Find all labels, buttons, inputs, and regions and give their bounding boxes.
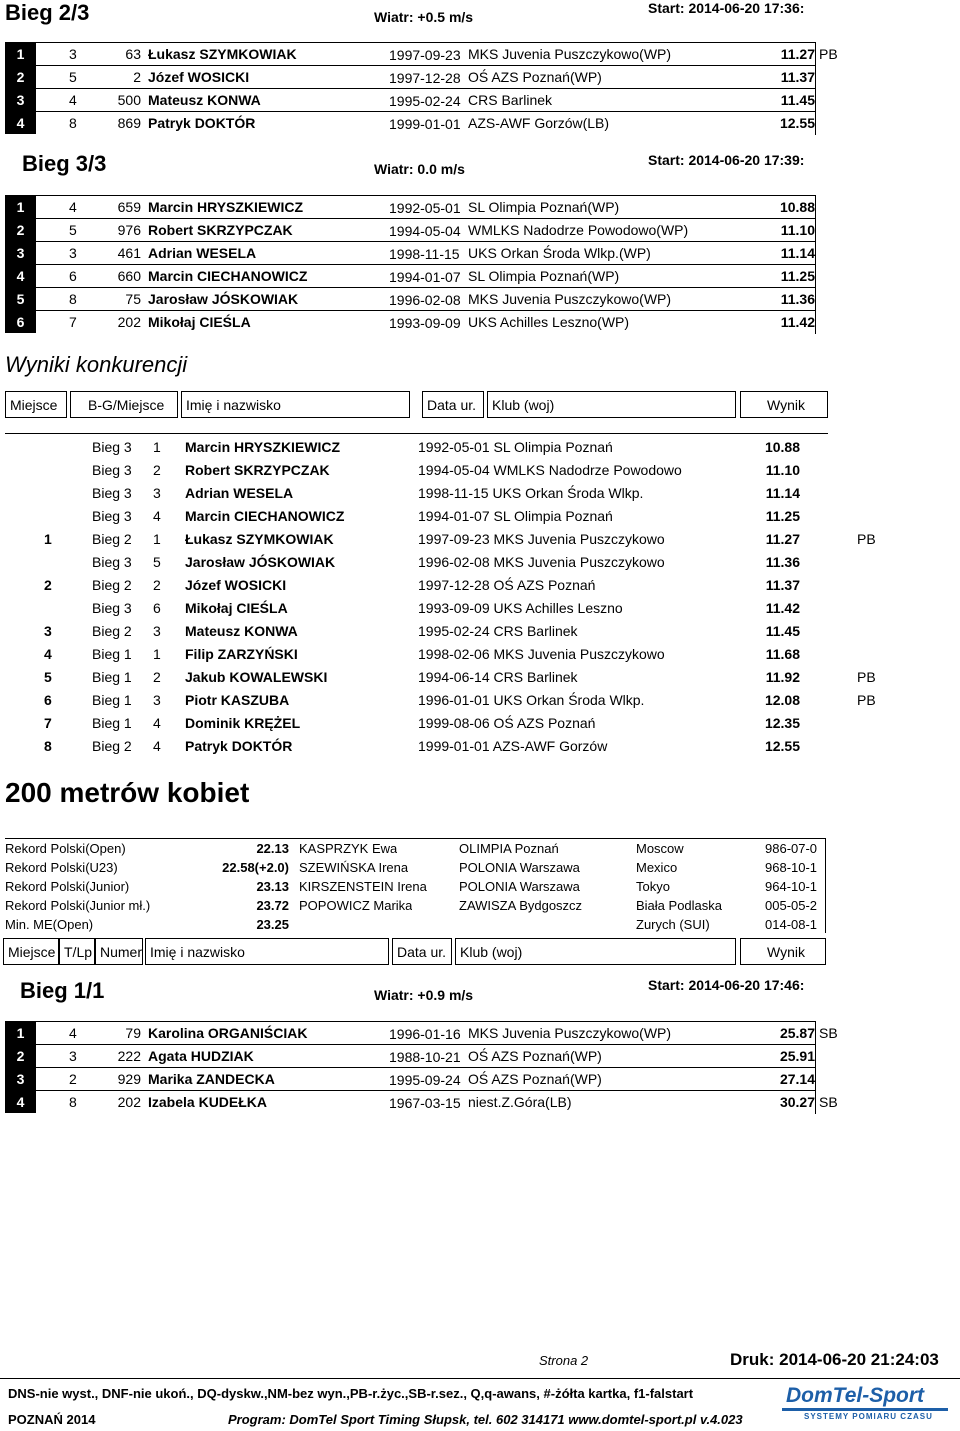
cell-result: 10.88: [779, 199, 815, 215]
record-place: Moscow: [636, 841, 684, 856]
cell-club: OŚ AZS Poznań(WP): [468, 1071, 602, 1087]
cell-dob: 1995-09-24: [389, 1072, 461, 1088]
cell-result: 11.25: [780, 268, 815, 284]
cell-num: 929: [117, 1071, 141, 1087]
record-label: Rekord Polski(Open): [5, 841, 126, 856]
cell-result: 11.37: [765, 577, 800, 593]
cell-place: 3: [5, 89, 36, 111]
cell-club: OŚ AZS Poznań(WP): [468, 69, 602, 85]
cell-dob: 1995-02-24: [389, 93, 461, 109]
competition-title: Wyniki konkurencji: [5, 352, 188, 377]
cell-place: 6: [5, 311, 36, 333]
cell-dob: 1988-10-21: [389, 1049, 461, 1065]
cell-heat: Bieg 1: [92, 646, 132, 662]
cell-name: Adrian WESELA: [148, 245, 257, 261]
cell-result: 11.25: [765, 508, 800, 524]
record-result: 22.13: [256, 841, 289, 856]
cell-note: PB: [857, 531, 876, 547]
cell-dob: 1998-11-15: [389, 246, 460, 262]
cell-dob_club: 1999-08-06 OŚ AZS Poznań: [418, 715, 596, 731]
cell-dob_club: 1997-12-28 OŚ AZS Poznań: [418, 577, 596, 593]
record-name: SZEWIŃSKA Irena: [299, 860, 409, 875]
result-row: [5, 1067, 815, 1090]
cell-result: 11.14: [765, 485, 800, 501]
result-row: [5, 195, 815, 218]
cell-heat: Bieg 3: [92, 554, 132, 570]
cell-lane: 3: [69, 46, 77, 62]
cell-name: Jakub KOWALEWSKI: [185, 669, 328, 685]
cell-club: UKS Achilles Leszno(WP): [468, 314, 630, 330]
header-name: Imię i nazwisko: [145, 938, 389, 965]
cell-name: Józef WOSICKI: [148, 69, 250, 85]
cell-result: 12.55: [779, 115, 815, 131]
record-club: POLONIA Warszawa: [459, 879, 580, 894]
cell-dob_club: 1994-06-14 CRS Barlinek: [418, 669, 578, 685]
cell-name: Mateusz KONWA: [185, 623, 298, 639]
list-item: [0, 436, 960, 459]
list-item: [0, 666, 960, 689]
cell-hp: 2: [153, 577, 161, 593]
list-item: [0, 459, 960, 482]
list-item: [0, 712, 960, 735]
cell-result: 11.92: [765, 669, 800, 685]
list-item: [0, 620, 960, 643]
record-date: 005-05-2: [765, 898, 818, 913]
city-year: POZNAŃ 2014: [8, 1412, 96, 1427]
logo-subtext: SYSTEMY POMIARU CZASU: [804, 1412, 933, 1421]
cell-hp: 2: [153, 462, 161, 478]
cell-name: Marcin CIECHANOWICZ: [185, 508, 345, 524]
cell-lane: 3: [69, 1048, 77, 1064]
header-club: Klub (woj): [455, 938, 736, 965]
cell-hp: 1: [153, 646, 161, 662]
cell-dob: 1996-01-16: [389, 1026, 461, 1042]
cell-name: Łukasz SZYMKOWIAK: [185, 531, 334, 547]
record-date: 986-07-0: [765, 841, 818, 856]
cell-num: 461: [117, 245, 141, 261]
record-row: [5, 896, 825, 915]
record-date: 968-10-1: [765, 860, 818, 875]
cell-heat: Bieg 3: [92, 485, 132, 501]
cell-dob: 1967-03-15: [389, 1095, 461, 1111]
cell-lane: 5: [69, 69, 77, 85]
cell-name: Adrian WESELA: [185, 485, 294, 501]
cell-place: 7: [44, 715, 52, 731]
record-row: [5, 877, 825, 896]
header-result: Wynik: [740, 391, 828, 418]
list-item: [0, 505, 960, 528]
cell-result: 11.14: [780, 245, 815, 261]
cell-club: SL Olimpia Poznań(WP): [468, 199, 620, 215]
cell-hp: 4: [153, 715, 161, 731]
cell-num: 659: [117, 199, 141, 215]
cell-dob_club: 1992-05-01 SL Olimpia Poznań: [418, 439, 613, 455]
cell-result: 11.36: [780, 291, 815, 307]
header-dob: Data ur.: [422, 391, 484, 418]
cell-heat: Bieg 1: [92, 669, 132, 685]
heat-3-3-wind: Wiatr: 0.0 m/s: [374, 161, 465, 177]
record-club: ZAWISZA Bydgoszcz: [459, 898, 583, 913]
list-item: [0, 551, 960, 574]
cell-place: 8: [44, 738, 52, 754]
cell-note: SB: [819, 1025, 838, 1041]
list-item: [0, 597, 960, 620]
record-label: Min. ME(Open): [5, 917, 94, 932]
cell-club: MKS Juvenia Puszczykowo(WP): [468, 291, 672, 307]
cell-dob_club: 1995-02-24 CRS Barlinek: [418, 623, 578, 639]
list-item: [0, 735, 960, 758]
record-name: POPOWICZ Marika: [299, 898, 413, 913]
cell-place: 6: [44, 692, 52, 708]
record-row: [5, 858, 825, 877]
cell-num: 500: [117, 92, 141, 108]
header-tlp: T/Lp: [59, 938, 95, 965]
list-item: [0, 689, 960, 712]
cell-name: Marcin HRYSZKIEWICZ: [185, 439, 341, 455]
cell-club: UKS Orkan Środa Wlkp.(WP): [468, 245, 651, 261]
record-label: Rekord Polski(Junior): [5, 879, 130, 894]
header-place: Miejsce: [5, 391, 67, 418]
result-row: [5, 111, 815, 134]
cell-num: 222: [117, 1048, 141, 1064]
heat-3-3-table: [5, 195, 815, 333]
cell-club: CRS Barlinek: [468, 92, 553, 108]
cell-name: Marcin CIECHANOWICZ: [148, 268, 308, 284]
cell-place: 3: [5, 1068, 36, 1090]
cell-result: 11.37: [780, 69, 815, 85]
cell-hp: 1: [153, 439, 161, 455]
cell-dob: 1994-01-07: [389, 269, 461, 285]
cell-name: Józef WOSICKI: [185, 577, 287, 593]
heat-2-3-table: [5, 42, 838, 134]
cell-name: Marika ZANDECKA: [148, 1071, 275, 1087]
list-item: [0, 528, 960, 551]
cell-num: 79: [125, 1025, 141, 1041]
page-number: Strona 2: [539, 1353, 589, 1368]
cell-name: Izabela KUDEŁKA: [148, 1094, 268, 1110]
record-place: Zurych (SUI): [636, 917, 710, 932]
cell-place: 2: [5, 66, 36, 88]
cell-heat: Bieg 2: [92, 738, 132, 754]
cell-place: 2: [5, 1045, 36, 1067]
cell-result: 11.10: [780, 222, 815, 238]
cell-name: Mikołaj CIEŚLA: [148, 314, 251, 330]
record-place: Tokyo: [636, 879, 670, 894]
cell-result: 11.45: [765, 623, 800, 639]
cell-result: 25.91: [779, 1048, 815, 1064]
result-row: [5, 1090, 838, 1113]
table-right-border: [815, 1021, 816, 1114]
cell-note: PB: [857, 669, 876, 685]
record-label: Rekord Polski(Junior mł.): [5, 898, 151, 913]
cell-hp: 4: [153, 508, 161, 524]
cell-dob_club: 1997-09-23 MKS Juvenia Puszczykowo: [418, 531, 665, 547]
cell-heat: Bieg 1: [92, 715, 132, 731]
cell-num: 75: [125, 291, 141, 307]
cell-lane: 4: [69, 92, 77, 108]
result-row: [5, 42, 838, 65]
cell-dob: 1997-09-23: [389, 47, 461, 63]
cell-heat: Bieg 3: [92, 439, 132, 455]
cell-club: MKS Juvenia Puszczykowo(WP): [468, 1025, 672, 1041]
cell-heat: Bieg 3: [92, 600, 132, 616]
cell-lane: 8: [69, 115, 77, 131]
record-name: KIRSZENSTEIN Irena: [299, 879, 427, 894]
record-row: [5, 915, 825, 934]
record-result: 23.72: [256, 898, 289, 913]
cell-lane: 5: [69, 222, 77, 238]
heat-2-3-title: Bieg 2/3: [5, 0, 90, 25]
cell-hp: 5: [153, 554, 161, 570]
cell-heat: Bieg 2: [92, 577, 132, 593]
record-date: 014-08-1: [765, 917, 818, 932]
record-result: 23.13: [256, 879, 289, 894]
cell-name: Patryk DOKTÓR: [148, 115, 256, 131]
result-row: [5, 287, 815, 310]
cell-dob_club: 1999-01-01 AZS-AWF Gorzów: [418, 738, 608, 754]
result-row: [5, 65, 815, 88]
header-club: Klub (woj): [487, 391, 736, 418]
cell-result: 11.27: [780, 46, 815, 62]
cell-lane: 4: [69, 1025, 77, 1041]
header-dob: Data ur.: [392, 938, 452, 965]
heat-2-3-wind: Wiatr: +0.5 m/s: [374, 9, 474, 25]
print-timestamp: Druk: 2014-06-20 21:24:03: [730, 1350, 939, 1369]
result-row: [5, 1044, 815, 1067]
cell-result: 25.87: [779, 1025, 815, 1041]
cell-place: 1: [5, 1022, 36, 1044]
domtel-logo: [782, 1384, 952, 1426]
cell-lane: 7: [69, 314, 77, 330]
cell-result: 30.27: [779, 1094, 815, 1110]
cell-lane: 8: [69, 1094, 77, 1110]
cell-dob: 1997-12-28: [389, 70, 461, 86]
cell-club: AZS-AWF Gorzów(LB): [468, 115, 610, 131]
cell-place: 4: [5, 265, 36, 287]
heat-1-1-title: Bieg 1/1: [20, 978, 105, 1003]
event-header: [0, 938, 960, 965]
header-number: Numer: [95, 938, 143, 965]
cell-result: 11.42: [765, 600, 800, 616]
cell-heat: Bieg 3: [92, 508, 132, 524]
cell-hp: 3: [153, 485, 161, 501]
cell-num: 63: [125, 46, 141, 62]
cell-result: 27.14: [779, 1071, 815, 1087]
legend-text: DNS-nie wyst., DNF-nie ukoń., DQ-dyskw.,NM-bez wyn.,PB-r.życ.,SB-r.sez., Q,q-awans, #-żółta kartka, f1-falstart: [8, 1386, 694, 1401]
cell-place: 1: [5, 43, 36, 65]
cell-result: 12.55: [764, 738, 800, 754]
cell-result: 11.36: [765, 554, 800, 570]
cell-place: 4: [5, 112, 36, 134]
cell-name: Mikołaj CIEŚLA: [185, 600, 288, 616]
result-row: [5, 1021, 838, 1044]
result-row: [5, 88, 815, 111]
cell-place: 2: [44, 577, 52, 593]
cell-name: Piotr KASZUBA: [185, 692, 290, 708]
list-item: [0, 482, 960, 505]
cell-result: 11.45: [780, 92, 815, 108]
header-result: Wynik: [740, 938, 826, 965]
program-info: Program: DomTel Sport Timing Słupsk, tel. 602 314171 www.domtel-sport.pl v.4.023: [228, 1412, 743, 1427]
record-date: 964-10-1: [765, 879, 818, 894]
cell-num: 660: [117, 268, 141, 284]
cell-dob_club: 1994-05-04 WMLKS Nadodrze Powodowo: [418, 462, 682, 478]
cell-lane: 3: [69, 245, 77, 261]
cell-result: 10.88: [764, 439, 800, 455]
cell-name: Łukasz SZYMKOWIAK: [148, 46, 297, 62]
cell-hp: 3: [153, 623, 161, 639]
cell-lane: 4: [69, 199, 77, 215]
cell-num: 869: [117, 115, 141, 131]
cell-place: 4: [44, 646, 52, 662]
cell-name: Jarosław JÓSKOWIAK: [185, 554, 336, 570]
cell-heat: Bieg 2: [92, 623, 132, 639]
cell-dob: 1992-05-01: [389, 200, 461, 216]
cell-place: 1: [5, 196, 36, 218]
cell-dob_club: 1993-09-09 UKS Achilles Leszno: [418, 600, 623, 616]
result-row: [5, 310, 815, 333]
record-place: Biała Podlaska: [636, 898, 722, 913]
record-row: [5, 839, 825, 858]
cell-dob: 1993-09-09: [389, 315, 461, 331]
cell-result: 11.42: [780, 314, 815, 330]
cell-name: Dominik KRĘŻEL: [185, 715, 301, 731]
competition-header: [0, 391, 960, 419]
cell-note: SB: [819, 1094, 838, 1110]
cell-lane: 6: [69, 268, 77, 284]
cell-place: 2: [5, 219, 36, 241]
cell-lane: 2: [69, 1071, 77, 1087]
cell-dob_club: 1994-01-07 SL Olimpia Poznań: [418, 508, 613, 524]
record-result: 22.58(+2.0): [222, 860, 289, 875]
list-item: [0, 574, 960, 597]
cell-club: MKS Juvenia Puszczykowo(WP): [468, 46, 672, 62]
cell-place: 3: [5, 242, 36, 264]
cell-num: 2: [133, 69, 141, 85]
cell-place: 5: [44, 669, 52, 685]
cell-hp: 4: [153, 738, 161, 754]
cell-name: Patryk DOKTÓR: [185, 738, 293, 754]
cell-club: OŚ AZS Poznań(WP): [468, 1048, 602, 1064]
event-title: 200 metrów kobiet: [5, 777, 250, 808]
cell-dob_club: 1998-02-06 MKS Juvenia Puszczykowo: [418, 646, 665, 662]
cell-lane: 8: [69, 291, 77, 307]
heat-2-3-start: Start: 2014-06-20 17:36:: [648, 0, 805, 16]
cell-name: Mateusz KONWA: [148, 92, 261, 108]
cell-note: PB: [857, 692, 876, 708]
cell-name: Marcin HRYSZKIEWICZ: [148, 199, 304, 215]
cell-club: niest.Z.Góra(LB): [468, 1094, 572, 1110]
header-name: Imię i nazwisko: [181, 391, 410, 418]
table-right-border: [815, 195, 816, 334]
heat-3-3-title: Bieg 3/3: [22, 151, 107, 176]
cell-place: 1: [44, 531, 52, 547]
cell-result: 11.10: [765, 462, 800, 478]
cell-heat: Bieg 3: [92, 462, 132, 478]
cell-hp: 6: [153, 600, 161, 616]
records-right-border: [825, 838, 826, 933]
cell-place: 5: [5, 288, 36, 310]
cell-result: 11.68: [765, 646, 800, 662]
cell-dob: 1996-02-08: [389, 292, 461, 308]
result-row: [5, 241, 815, 264]
cell-place: 3: [44, 623, 52, 639]
cell-hp: 1: [153, 531, 161, 547]
cell-dob: 1994-05-04: [389, 223, 461, 239]
heat-1-1-table: [5, 1021, 838, 1113]
cell-club: SL Olimpia Poznań(WP): [468, 268, 620, 284]
cell-name: Karolina ORGANIŚCIAK: [148, 1025, 308, 1041]
cell-dob_club: 1996-02-08 MKS Juvenia Puszczykowo: [418, 554, 665, 570]
header-heat-place: B-G/Miejsce: [70, 391, 178, 418]
table-right-border: [815, 42, 816, 135]
record-club: POLONIA Warszawa: [459, 860, 580, 875]
cell-note: PB: [819, 46, 838, 62]
heat-3-3-start: Start: 2014-06-20 17:39:: [648, 152, 805, 168]
cell-num: 976: [117, 222, 141, 238]
footer-divider: [0, 1378, 960, 1379]
cell-name: Jarosław JÓSKOWIAK: [148, 291, 299, 307]
logo-text: DomTel-Sport: [786, 1384, 925, 1407]
header-place: Miejsce: [3, 938, 59, 965]
list-item: [0, 643, 960, 666]
cell-dob_club: 1998-11-15 UKS Orkan Środa Wlkp.: [418, 485, 644, 501]
cell-hp: 2: [153, 669, 161, 685]
heat-1-1-wind: Wiatr: +0.9 m/s: [374, 987, 474, 1003]
cell-hp: 3: [153, 692, 161, 708]
record-place: Mexico: [636, 860, 678, 875]
cell-name: Robert SKRZYPCZAK: [148, 222, 293, 238]
result-row: [5, 264, 815, 287]
cell-heat: Bieg 1: [92, 692, 132, 708]
record-name: KASPRZYK Ewa: [299, 841, 398, 856]
cell-num: 202: [117, 314, 141, 330]
cell-result: 11.27: [765, 531, 800, 547]
cell-dob: 1999-01-01: [389, 116, 461, 132]
competition-divider: [5, 433, 828, 434]
cell-result: 12.08: [764, 692, 800, 708]
cell-heat: Bieg 2: [92, 531, 132, 547]
result-row: [5, 218, 815, 241]
record-result: 23.25: [256, 917, 289, 932]
cell-name: Agata HUDZIAK: [148, 1048, 254, 1064]
record-club: OLIMPIA Poznań: [459, 841, 559, 856]
logo-bar: [782, 1408, 948, 1411]
cell-result: 12.35: [764, 715, 800, 731]
record-label: Rekord Polski(U23): [5, 860, 118, 875]
cell-num: 202: [117, 1094, 141, 1110]
cell-club: WMLKS Nadodrze Powodowo(WP): [468, 222, 689, 238]
cell-name: Filip ZARZYŃSKI: [185, 646, 298, 662]
cell-name: Robert SKRZYPCZAK: [185, 462, 330, 478]
cell-dob_club: 1996-01-01 UKS Orkan Środa Wlkp.: [418, 692, 645, 708]
cell-place: 4: [5, 1091, 36, 1113]
heat-1-1-start: Start: 2014-06-20 17:46:: [648, 977, 805, 993]
